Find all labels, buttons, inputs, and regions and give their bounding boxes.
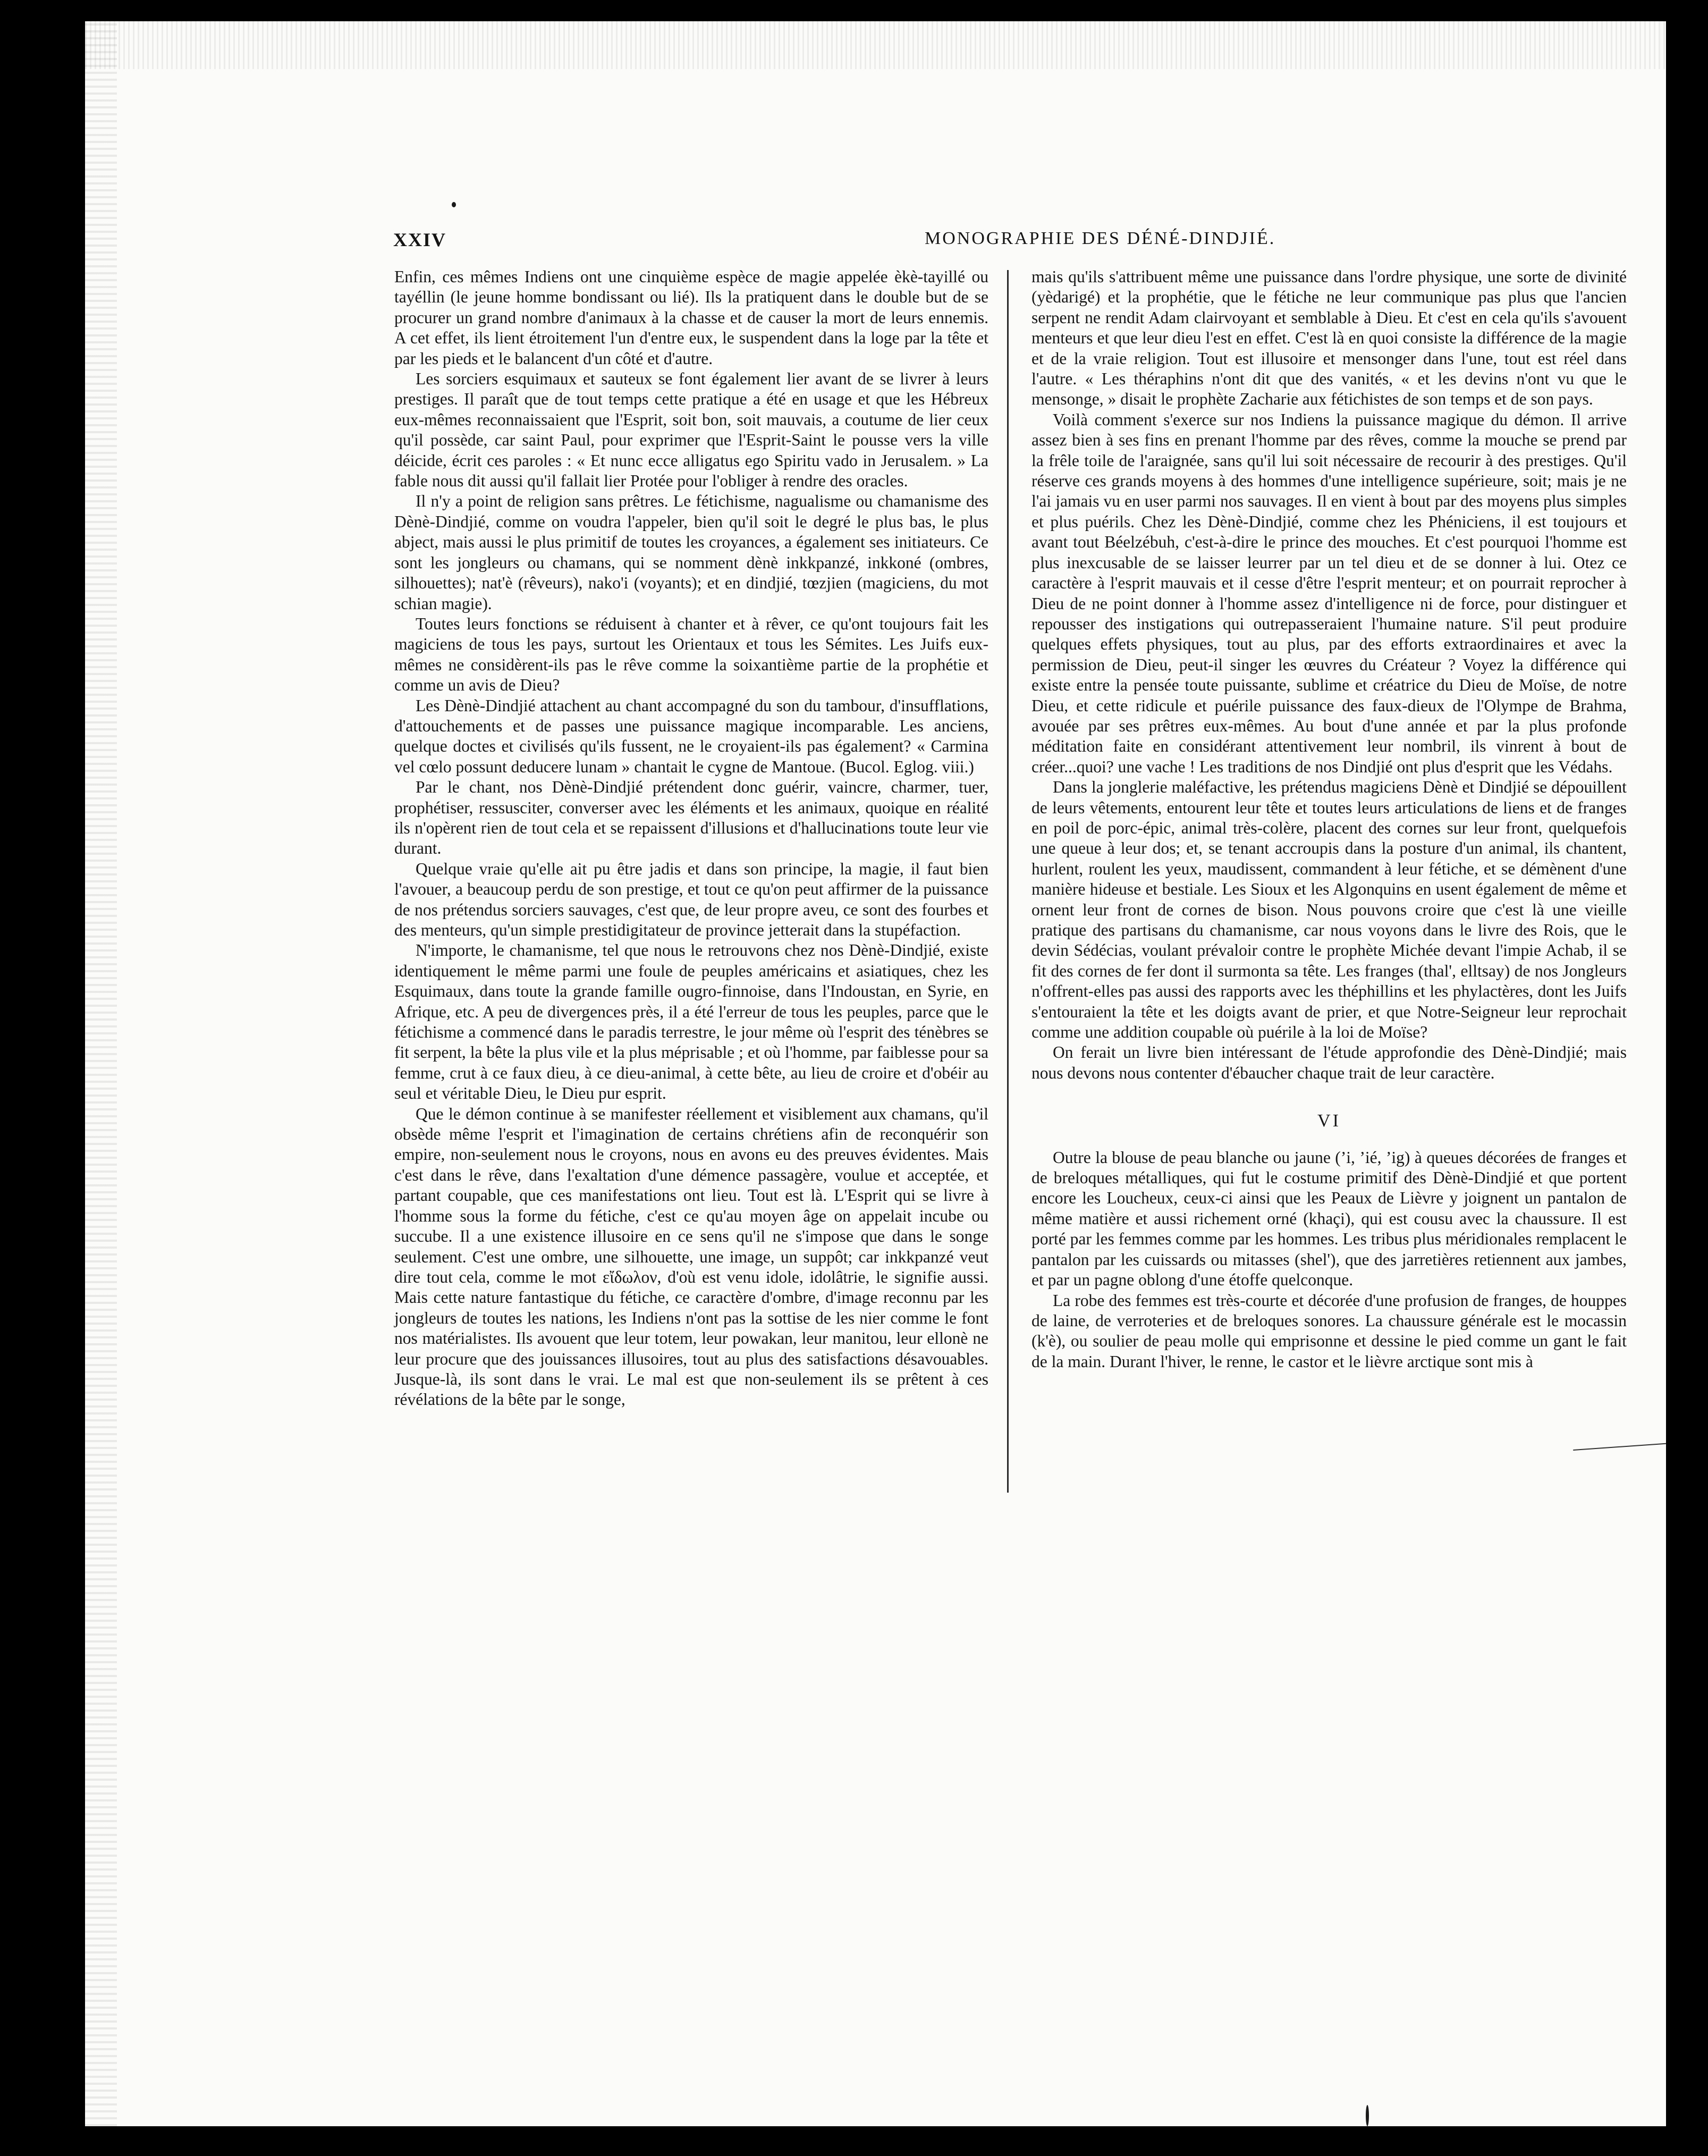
ink-stroke (1573, 1442, 1666, 1451)
paragraph: Les sorciers esquimaux et sauteux se font également lier avant de se livrer à leurs prestiges. Il paraît que de tout temps cette pratique a été en usage et que les Hébreux eux-mêmes reconnaissaient que l'Esprit, soit bon, soit mauvais, a coutume de lier ceux qu'il possède, car saint Paul, pour exprimer que l'Esprit-Saint le pousse vers la ville déicide, écrit ces paroles : « Et nunc ecce alligatus ego Spiritu vado in Jerusalem. » La fable nous dit aussi qu'il fallait lier Protée pour l'obliger à rendre des oracles. (394, 369, 988, 491)
section-heading: VI (1317, 1111, 1341, 1131)
paragraph: mais qu'ils s'attribuent même une puissance dans l'ordre physique, une sorte de divinité (yèdarigé) et la prophétie, que le fétiche ne leur communique pas plus que l'ancien serpent ne rendit Adam clairvoyant et semblable à Dieu. Et c'est en cela qu'ils s'avouent menteurs et que leur dieu l'est en effet. C'est là en quoi consiste la différence de la magie et de la vraie religion. Tout est illusoire et mensonger dans l'une, tout est réel dans l'autre. « Les théraphins n'ont dit que des vanités, « et les devins n'ont vu que le mensonge, » disait le prophète Zacharie aux fétichistes de son temps et de son pays. (1031, 267, 1627, 409)
paragraph: Voilà comment s'exerce sur nos Indiens la puissance magique du démon. Il arrive assez bien à ses fins en prenant l'homme par des rêves, comme la mouche se prend par la frêle toile de l'araignée, sans qu'il lui soit nécessaire de recourir à des prestiges. Qu'il réserve ces grands moyens à des hommes d'une intelligence supérieure, soit; mais je ne l'ai jamais vu en user parmi nos sauvages. Il en vient à bout par des moyens plus simples et plus puérils. Chez les Dènè-Dindjié, comme chez les Phéniciens, il est toujours et avant tout Béelzébuh, c'est-à-dire le prince des mouches. Et c'est pourquoi l'homme est plus inexcusable de se laisser leurrer par un tel dieu et de se donner à lui. Otez ce caractère à l'esprit mauvais et il cesse d'être l'esprit menteur; et on pourrait reprocher à Dieu de ne point donner à l'homme assez d'intelligence ni de force, pour distinguer et repousser des instigations qui outrepasseraient l'humaine nature. S'il peut produire quelques effets physiques, tout au plus, par des efforts extraordinaires et avec la permission de Dieu, peut-il singer les œuvres du Créateur ? Voyez la différence qui existe entre la pensée toute puissante, sublime et créatrice du Dieu de Moïse, de notre Dieu, et cette ridicule et puérile puissance des faux-dieux de l'Olympe de Brahma, avouée par ses prêtres eux-mêmes. Au bout d'une année et par la plus profonde méditation faite en considérant attentivement leur nombril, ils vinrent à bout de créer...quoi? une vache ! Les traditions de nos Dindjié ont plus d'esprit que les Védahs. (1031, 410, 1627, 776)
right-column (1031, 267, 1627, 1372)
running-title: MONOGRAPHIE DES DÉNÉ-DINDJIÉ. (925, 229, 1276, 248)
paragraph: N'importe, le chamanisme, tel que nous le retrouvons chez nos Dènè-Dindjié, existe identiquement le même parmi une foule de peuples américains et asiatiques, chez les Esquimaux, dans toute la grande famille ougro-finnoise, dans l'Indoustan, en Syrie, en Afrique, etc. A peu de divergences près, il a été l'erreur de tous les peuples, parce que le fétichisme a commencé dans le paradis terrestre, le jour même où l'esprit des ténèbres se fit serpent, la bête la plus vile et la plus méprisable ; et où l'homme, par faiblesse pour sa femme, crut à ce faux dieu, à ce dieu-animal, à cette bête, au lieu de croire et d'obéir au seul et véritable Dieu, le Dieu pur esprit. (394, 941, 988, 1103)
book-page (85, 21, 1666, 2126)
paragraph: Quelque vraie qu'elle ait pu être jadis et dans son principe, la magie, il faut bien l'avouer, a beaucoup perdu de son prestige, et tout ce qu'on peut affirmer de la puissance de nos prétendus sorciers sauvages, c'est que, de leur propre aveu, ce sont des fourbes et des menteurs, qu'un simple prestidigitateur de province jetterait dans la stupéfaction. (394, 859, 988, 939)
left-column (394, 267, 988, 1410)
page-folio: XXIV (393, 229, 447, 250)
paragraph: On ferait un livre bien intéressant de l'étude approfondie des Dènè-Dindjié; mais nous devons nous contenter d'ébaucher chaque trait de leur caractère. (1031, 1043, 1627, 1082)
scan-top-edge (85, 21, 1666, 69)
ink-speck (1366, 2105, 1369, 2126)
paragraph: Toutes leurs fonctions se réduisent à chanter et à rêver, ce qu'ont toujours fait les magiciens de tous les pays, surtout les Orientaux et tous les Sémites. Les Juifs eux-mêmes ne considèrent-ils pas le rêve comme la soixantième partie de la prophétie et comme un avis de Dieu? (394, 614, 988, 695)
paragraph: Dans la jonglerie maléfactive, les prétendus magiciens Dènè et Dindjié se dépouillent de leurs vêtements, entourent leur tête et toutes leurs articulations de liens et de franges en poil de porc-épic, animal très-colère, placent des cornes sur leur front, quelquefois une queue à leur dos; et, se tenant accroupis dans la posture d'un animal, ils chantent, hurlent, roulent les yeux, maudissent, commandent à leur fétiche, et se démènent d'une manière hideuse et bestiale. Les Sioux et les Algonquins en usent également de même et ornent leur front de cornes de bison. Nous pouvons croire que c'est là une vieille pratique des partisans du chamanisme, car nous voyons dans le livre des Rois, que le devin Sédécias, voulant prévaloir contre le prophète Michée devant l'impie Achab, il se fit des cornes de fer dont il surmonta sa tête. Les franges (thal', elltsay) de nos Jongleurs n'offrent-elles pas aussi des rapports avec les théphillins et les phylactères, dont les Juifs s'entouraient la tête et les doigts avant de prier, et que Notre-Seigneur leur reprochait comme une addition coupable où puérile à la loi de Moïse? (1031, 778, 1627, 1042)
paragraph: Enfin, ces mêmes Indiens ont une cinquième espèce de magie appelée èkè-tayillé ou tayéllin (le jeune homme bondissant ou lié). Ils la pratiquent dans le double but de se procurer un grand nombre d'animaux à la chasse et de causer la mort de leurs ennemis. A cet effet, ils lient étroitement l'un d'entre eux, le suspendent dans la loge par la tête et par les pieds et le balancent d'un côté et d'autre. (394, 267, 988, 368)
ink-speck (452, 202, 456, 207)
page-header (393, 229, 1666, 260)
scan-left-edge (85, 21, 117, 2126)
paragraph: Les Dènè-Dindjié attachent au chant accompagné du son du tambour, d'insufflations, d'attouchements et de passes une puissance magique incomparable. Les anciens, quelque doctes et civilisés qu'ils fussent, ne le croyaient-ils pas également? « Carmina vel cœlo possunt deducere lunam » chantait le cygne de Mantoue. (Bucol. Eglog. viii.) (394, 696, 988, 776)
paragraph: Par le chant, nos Dènè-Dindjié prétendent donc guérir, vaincre, charmer, tuer, prophétiser, ressusciter, converser avec les éléments et les animaux, quoique en réalité ils n'opèrent rien de tout cela et se repaissent d'illusions et d'hallucinations toute leur vie durant. (394, 778, 988, 858)
paragraph: Il n'y a point de religion sans prêtres. Le fétichisme, nagualisme ou chamanisme des Dènè-Dindjié, comme on voudra l'appeler, bien qu'il soit le degré le plus bas, le plus abject, mais aussi le plus primitif de toutes les croyances, a également ses initiateurs. Ce sont les jongleurs ou chamans, qui se nomment dènè inkkpanzé, inkkoné (ombres, silhouettes); nat'è (rêveurs), nako'i (voyants); et en dindjié, tœzjien (magiciens, du mot schian magie). (394, 492, 988, 613)
paragraph: La robe des femmes est très-courte et décorée d'une profusion de franges, de houppes de laine, de verroteries et de breloques sonores. La chaussure générale est le mocassin (k'è), ou soulier de peau molle qui emprisonne et dessine le pied comme un gant le fait de la main. Durant l'hiver, le renne, le castor et le lièvre arctique sont mis à (1031, 1291, 1627, 1371)
paragraph: Que le démon continue à se manifester réellement et visiblement aux chamans, qu'il obsède même l'esprit et l'imagination de certains chrétiens afin de reconquérir son empire, non-seulement nous le croyons, nous en avons eu des preuves évidentes. Mais c'est dans le rêve, dans l'exaltation d'une démence passagère, voulue et acceptée, et partant coupable, que ces manifestations ont lieu. Tout est là. L'Esprit qui se livre à l'homme sous la forme du fétiche, c'est ce qu'au moyen âge on appelait incube ou succube. Il a une existence illusoire en ce sens qu'il ne s'impose que dans le songe seulement. C'est une ombre, une silhouette, une image, un suppôt; car inkkpanzé veut dire tout cela, comme le mot εἴδωλον, d'où est venu idole, idolâtrie, le signifie aussi. Mais cette nature fantastique du fétiche, ce caractère d'ombre, d'image reconnu par les jongleurs de toutes les nations, les Indiens n'ont pas la sottise de les nier comme le font nos matérialistes. Ils avouent que leur totem, leur powakan, leur manitou, leur ellonè ne leur procure que des jouissances illusoires, tout au plus des satisfactions désavouables. Jusque-là, ils sont dans le vrai. Le mal est que non-seulement ils se prêtent à ces révélations de la bête par le songe, (394, 1104, 988, 1409)
paragraph: Outre la blouse de peau blanche ou jaune (ʼi, ʼié, ʼig) à queues décorées de franges et de breloques métalliques, qui fut le costume primitif des Dènè-Dindjié et que portent encore les Loucheux, ceux-ci ainsi que les Peaux de Lièvre y joignent un pantalon de même matière et aussi richement orné (khaçi), qui est cousu avec la chaussure. Il est porté par les femmes comme par les hommes. Les tribus plus méridionales remplacent le pantalon par les cuissards ou mitasses (shel'), que des jarretières retiennent aux jambes, et par un pagne oblong d'une étoffe quelconque. (1031, 1148, 1627, 1290)
column-rule (1007, 270, 1009, 1493)
